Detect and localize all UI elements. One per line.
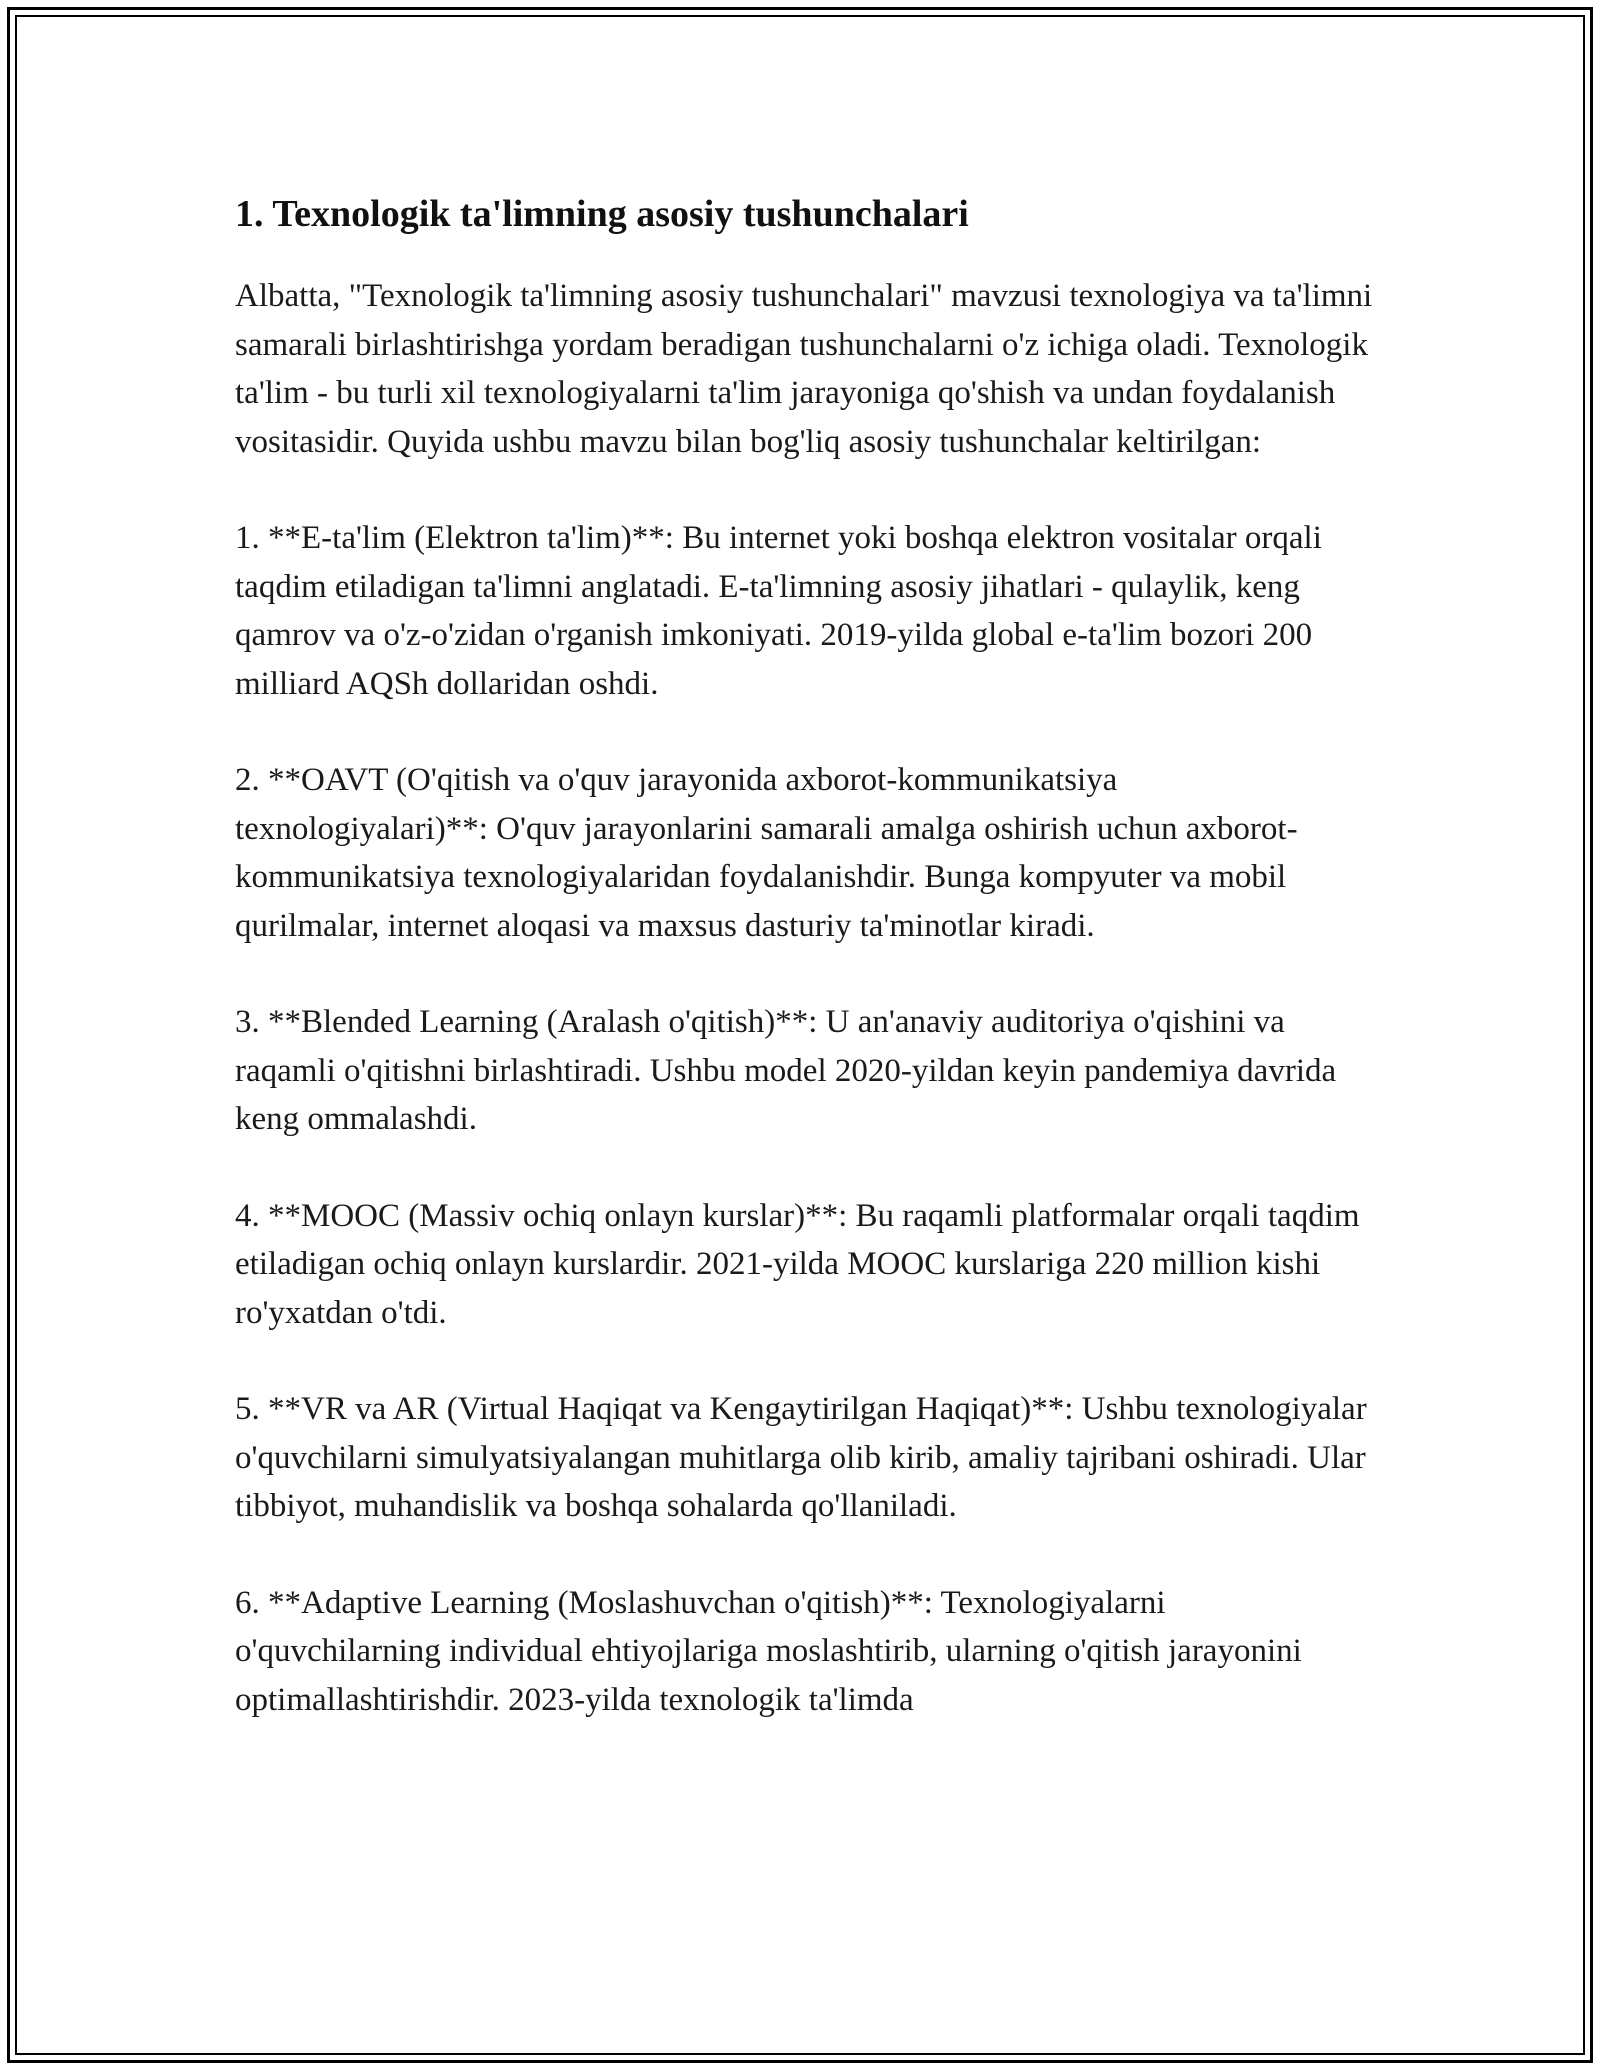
list-item-e-talim: 1. **E-ta'lim (Elektron ta'lim)**: Bu internet yoki boshqa elektron vositalar orqali taqdim etiladigan ta'limni anglatadi. E-ta'limning asosiy jihatlari - qulaylik, keng qamrov va o'z-o'zidan o'rganish imkoniyati. 2019-yilda global e-ta'lim bozori 200 milliard AQSh dollaridan oshdi.	[235, 520, 1322, 702]
list-item-vr-ar: 5. **VR va AR (Virtual Haqiqat va Kengaytirilgan Haqiqat)**: Ushbu texnologiyalar o'quvchilarni simulyatsiyalangan muhitlarga olib kirib, amaliy tajribani oshiradi. Ular tibbiyot, muhandislik va boshqa sohalarda qo'llaniladi.	[235, 1391, 1367, 1524]
document-body	[235, 190, 1375, 1772]
list-item-oavt: 2. **OAVT (O'qitish va o'quv jarayonida axborot-kommunikatsiya texnologiyalari)**: O'quv jarayonlarini samarali amalga oshirish uchun axborot-kommunikatsiya texnologiyalaridan foydalanishdir. Bunga kompyuter va mobil qurilmalar, internet aloqasi va maxsus dasturiy ta'minotlar kiradi.	[235, 762, 1298, 944]
list-item-blended-learning: 3. **Blended Learning (Aralash o'qitish)**: U an'anaviy auditoriya o'qishini va raqamli o'qitishni birlashtiradi. Ushbu model 2020-yildan keyin pandemiya davrida keng ommalashdi.	[235, 1004, 1337, 1137]
list-item-adaptive-learning: 6. **Adaptive Learning (Moslashuvchan o'qitish)**: Texnologiyalarni o'quvchilarning individual ehtiyojlariga moslashtirib, ularning o'qitish jarayonini optimallashtirishdir. 2023-yilda texnologik ta'limda	[235, 1584, 1302, 1718]
list-item-mooc: 4. **MOOC (Massiv ochiq onlayn kurslar)**: Bu raqamli platformalar orqali taqdim etiladigan ochiq onlayn kurslardir. 2021-yilda MOOC kurslariga 220 million kishi ro'yxatdan o'tdi.	[235, 1197, 1360, 1331]
intro-paragraph: Albatta, "Texnologik ta'limning asosiy tushunchalari" mavzusi texnologiya va ta'limni samarali birlashtirishga yordam beradigan tushunchalarni o'z ichiga oladi. Texnologik ta'lim - bu turli xil texnologiyalarni ta'lim jarayoniga qo'shish va undan foydalanish vositasidir. Quyida ushbu mavzu bilan bog'liq asosiy tushunchalar keltirilgan:	[235, 278, 1373, 460]
document-title: 1. Texnologik ta'limning asosiy tushunchalari	[235, 193, 969, 235]
